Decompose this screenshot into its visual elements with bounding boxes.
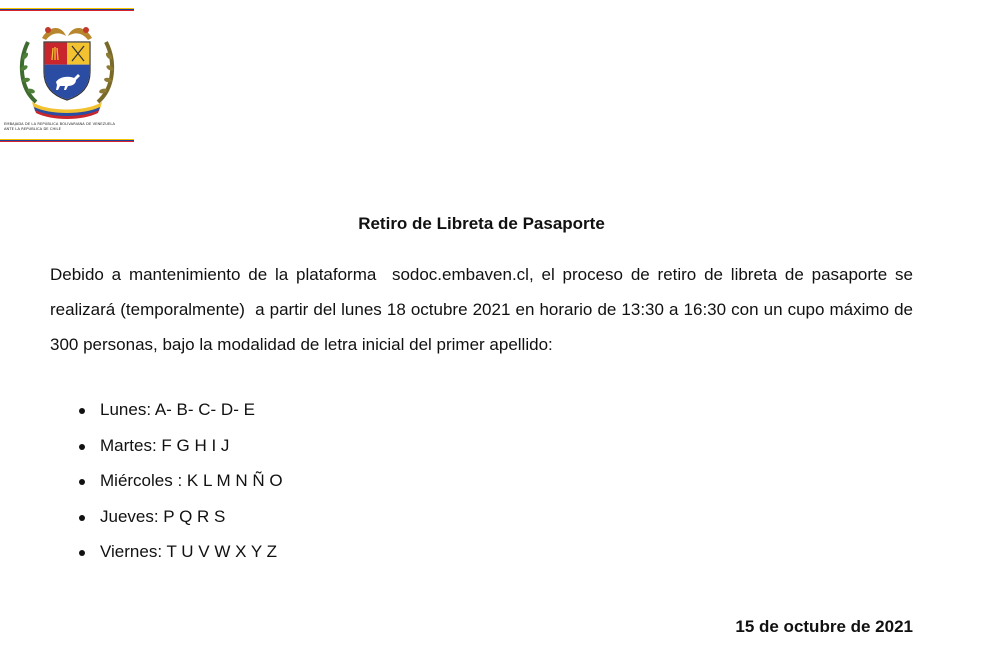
schedule-item-text: Lunes: A- B- C- D- E [100,400,255,419]
schedule-item [100,428,283,464]
schedule-item-text: Miércoles : K L M N Ñ O [100,471,283,490]
schedule-item-text: Jueves: P Q R S [100,506,226,526]
schedule-list [100,392,283,570]
bullet-icon [79,515,85,521]
schedule-item [100,534,283,570]
notice-title: Retiro de Libreta de Pasaporte [358,214,605,233]
schedule-item-text: Martes: F G H I J [100,435,230,455]
notice-date: 15 de octubre de 2021 [735,617,913,636]
bullet-icon [79,479,85,485]
bullet-icon [79,444,85,450]
schedule-item [100,499,283,535]
embassy-letterhead [0,8,134,144]
schedule-item [100,392,283,428]
bullet-icon [79,408,85,414]
letterhead-caption [4,122,132,132]
schedule-item [100,463,283,499]
bullet-icon [79,550,85,556]
letterhead-caption-line: EMBAJADA DE LA REPÚBLICA BOLIVARIANA DE VENEZUELA [4,122,116,126]
flag-stripe-bottom [0,139,134,142]
flag-stripe-red [0,10,134,11]
notice-body: Debido a mantenimiento de la plataforma sodoc.embaven.cl, el proceso de retiro de libreta de pasaporte se realizará (temporalmente) a partir del lunes 18 octubre 2021 en horario de 13:30 a 16:30 con un cupo máximo de 300 personas, bajo la modalidad de letra inicial del primer apellido: [50,265,918,354]
coat-of-arms-logo [14,16,120,122]
letterhead-caption-line: ANTE LA REPÚBLICA DE CHILE [4,127,61,131]
schedule-item-text: Viernes: T U V W X Y Z [100,542,277,561]
flag-stripe-red [0,141,134,142]
flag-stripe-top [0,8,134,11]
